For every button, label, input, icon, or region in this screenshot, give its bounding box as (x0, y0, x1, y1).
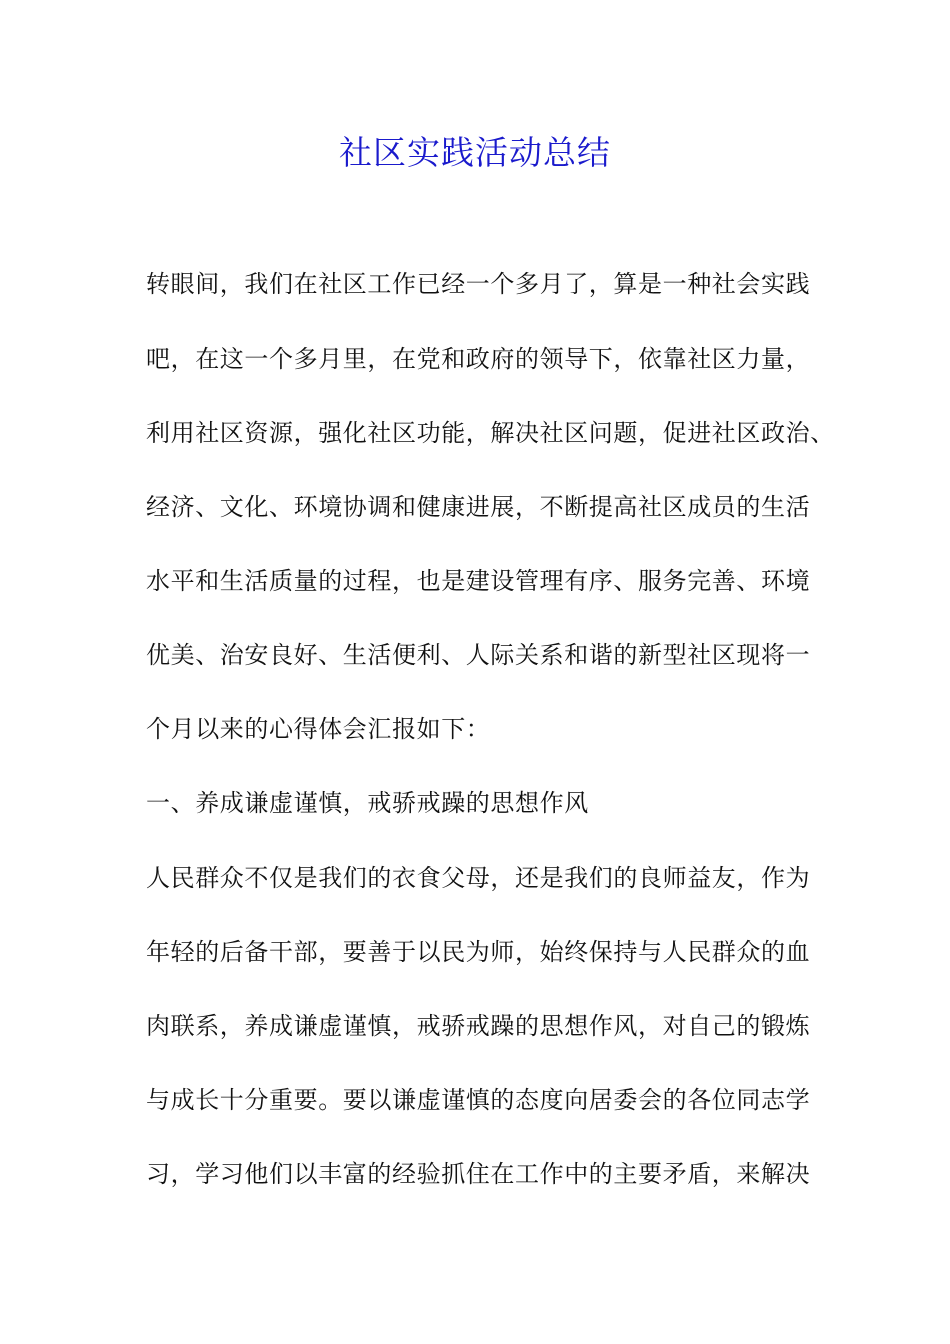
document-title: 社区实践活动总结 (339, 133, 611, 172)
paragraph-line: 习，学习他们以丰富的经验抓住在工作中的主要矛盾，来解决 (146, 1160, 811, 1188)
paragraph-line: 年轻的后备干部，要善于以民为师，始终保持与人民群众的血 (146, 938, 811, 966)
paragraph-line: 吧，在这一个多月里，在党和政府的领导下，依靠社区力量， (146, 345, 811, 373)
paragraph-line: 优美、治安良好、生活便利、人际关系和谐的新型社区现将一 (146, 641, 811, 669)
paragraph-line: 肉联系，养成谦虚谨慎，戒骄戒躁的思想作风，对自己的锻炼 (146, 1012, 811, 1040)
section-heading: 一、养成谦虚谨慎，戒骄戒躁的思想作风 (146, 789, 589, 817)
paragraph-line: 经济、文化、环境协调和健康进展，不断提高社区成员的生活 (146, 493, 811, 521)
paragraph-line: 与成长十分重要。要以谦虚谨慎的态度向居委会的各位同志学 (146, 1086, 811, 1114)
paragraph-line: 个月以来的心得体会汇报如下： (146, 715, 491, 743)
paragraph-line: 人民群众不仅是我们的衣食父母，还是我们的良师益友，作为 (146, 864, 811, 892)
paragraph-line: 利用社区资源，强化社区功能，解决社区问题，促进社区政治、 (146, 419, 835, 447)
paragraph-line: 转眼间，我们在社区工作已经一个多月了，算是一种社会实践 (146, 270, 811, 298)
paragraph-line: 水平和生活质量的过程，也是建设管理有序、服务完善、环境 (146, 567, 811, 595)
